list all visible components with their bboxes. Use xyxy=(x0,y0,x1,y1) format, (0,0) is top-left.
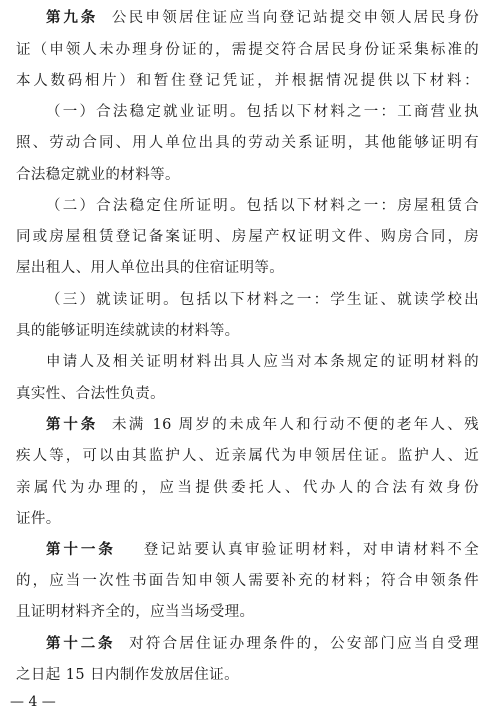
article-10-line-2: 疾人等，可以由其监护人、近亲属代为申领居住证。监护人、近 xyxy=(16,448,479,464)
article-12-text: 对符合居住证办理条件的，公安部门应当自受理 xyxy=(129,636,479,652)
item-3-line-2: 具的能够证明连续就读的材料等。 xyxy=(16,323,240,339)
article-9-line-3: 本人数码相片）和暂住登记凭证，并根据情况提供以下材料： xyxy=(16,73,479,89)
article-12-line-2: 之日起 15 日内制作发放居住证。 xyxy=(16,667,239,683)
article-10-label: 第十条 xyxy=(46,416,99,433)
responsibility-line-2: 真实性、合法性负责。 xyxy=(16,386,165,402)
article-9-label: 第九条 xyxy=(46,9,99,26)
item-1-line-2: 照、劳动合同、用人单位出具的劳动关系证明，其他能够证明有 xyxy=(16,135,479,151)
article-12-line-1 xyxy=(46,634,479,654)
item-1-line-1: （一）合法稳定就业证明。包括以下材料之一：工商营业执 xyxy=(46,104,479,120)
item-3-line-1: （三）就读证明。包括以下材料之一：学生证、就读学校出 xyxy=(46,292,479,308)
item-1-line-3: 合法稳定就业的材料等。 xyxy=(16,167,180,183)
article-9-line-1 xyxy=(16,8,479,28)
responsibility-line-1: 申请人及相关证明材料出具人应当对本条规定的证明材料的 xyxy=(46,354,479,370)
article-11-line-1 xyxy=(46,540,479,560)
item-2-line-3: 屋出租人、用人单位出具的住宿证明等。 xyxy=(16,260,285,276)
article-10-line-3: 亲属代为办理的，应当提供委托人、代办人的合法有效身份 xyxy=(16,480,479,496)
article-11-text: 登记站要认真审验证明材料，对申请材料不全 xyxy=(143,542,479,558)
article-10-line-4: 证件。 xyxy=(16,511,61,527)
item-2-line-2: 同或房屋租赁登记备案证明、房屋产权证明文件、购房合同，房 xyxy=(16,229,479,245)
article-10-text: 未满 16 周岁的未成年人和行动不便的老年人、残 xyxy=(112,417,479,433)
article-10-line-1 xyxy=(46,415,479,435)
article-11-line-2: 的，应当一次性书面告知申领人需要补充的材料；符合申领条件 xyxy=(16,573,479,589)
article-11-label: 第十一条 xyxy=(46,541,116,558)
article-12-label: 第十二条 xyxy=(46,635,116,652)
article-11-line-3: 且证明材料齐全的，应当当场受理。 xyxy=(16,604,255,620)
page-number: — 4 — xyxy=(10,694,56,710)
article-9-text: 公民申领居住证应当向登记站提交申领人居民身份 xyxy=(111,10,479,26)
article-9-line-2: 证（申领人未办理身份证的，需提交符合居民身份证采集标准的 xyxy=(16,42,479,58)
item-2-line-1: （二）合法稳定住所证明。包括以下材料之一：房屋租赁合 xyxy=(46,198,479,214)
